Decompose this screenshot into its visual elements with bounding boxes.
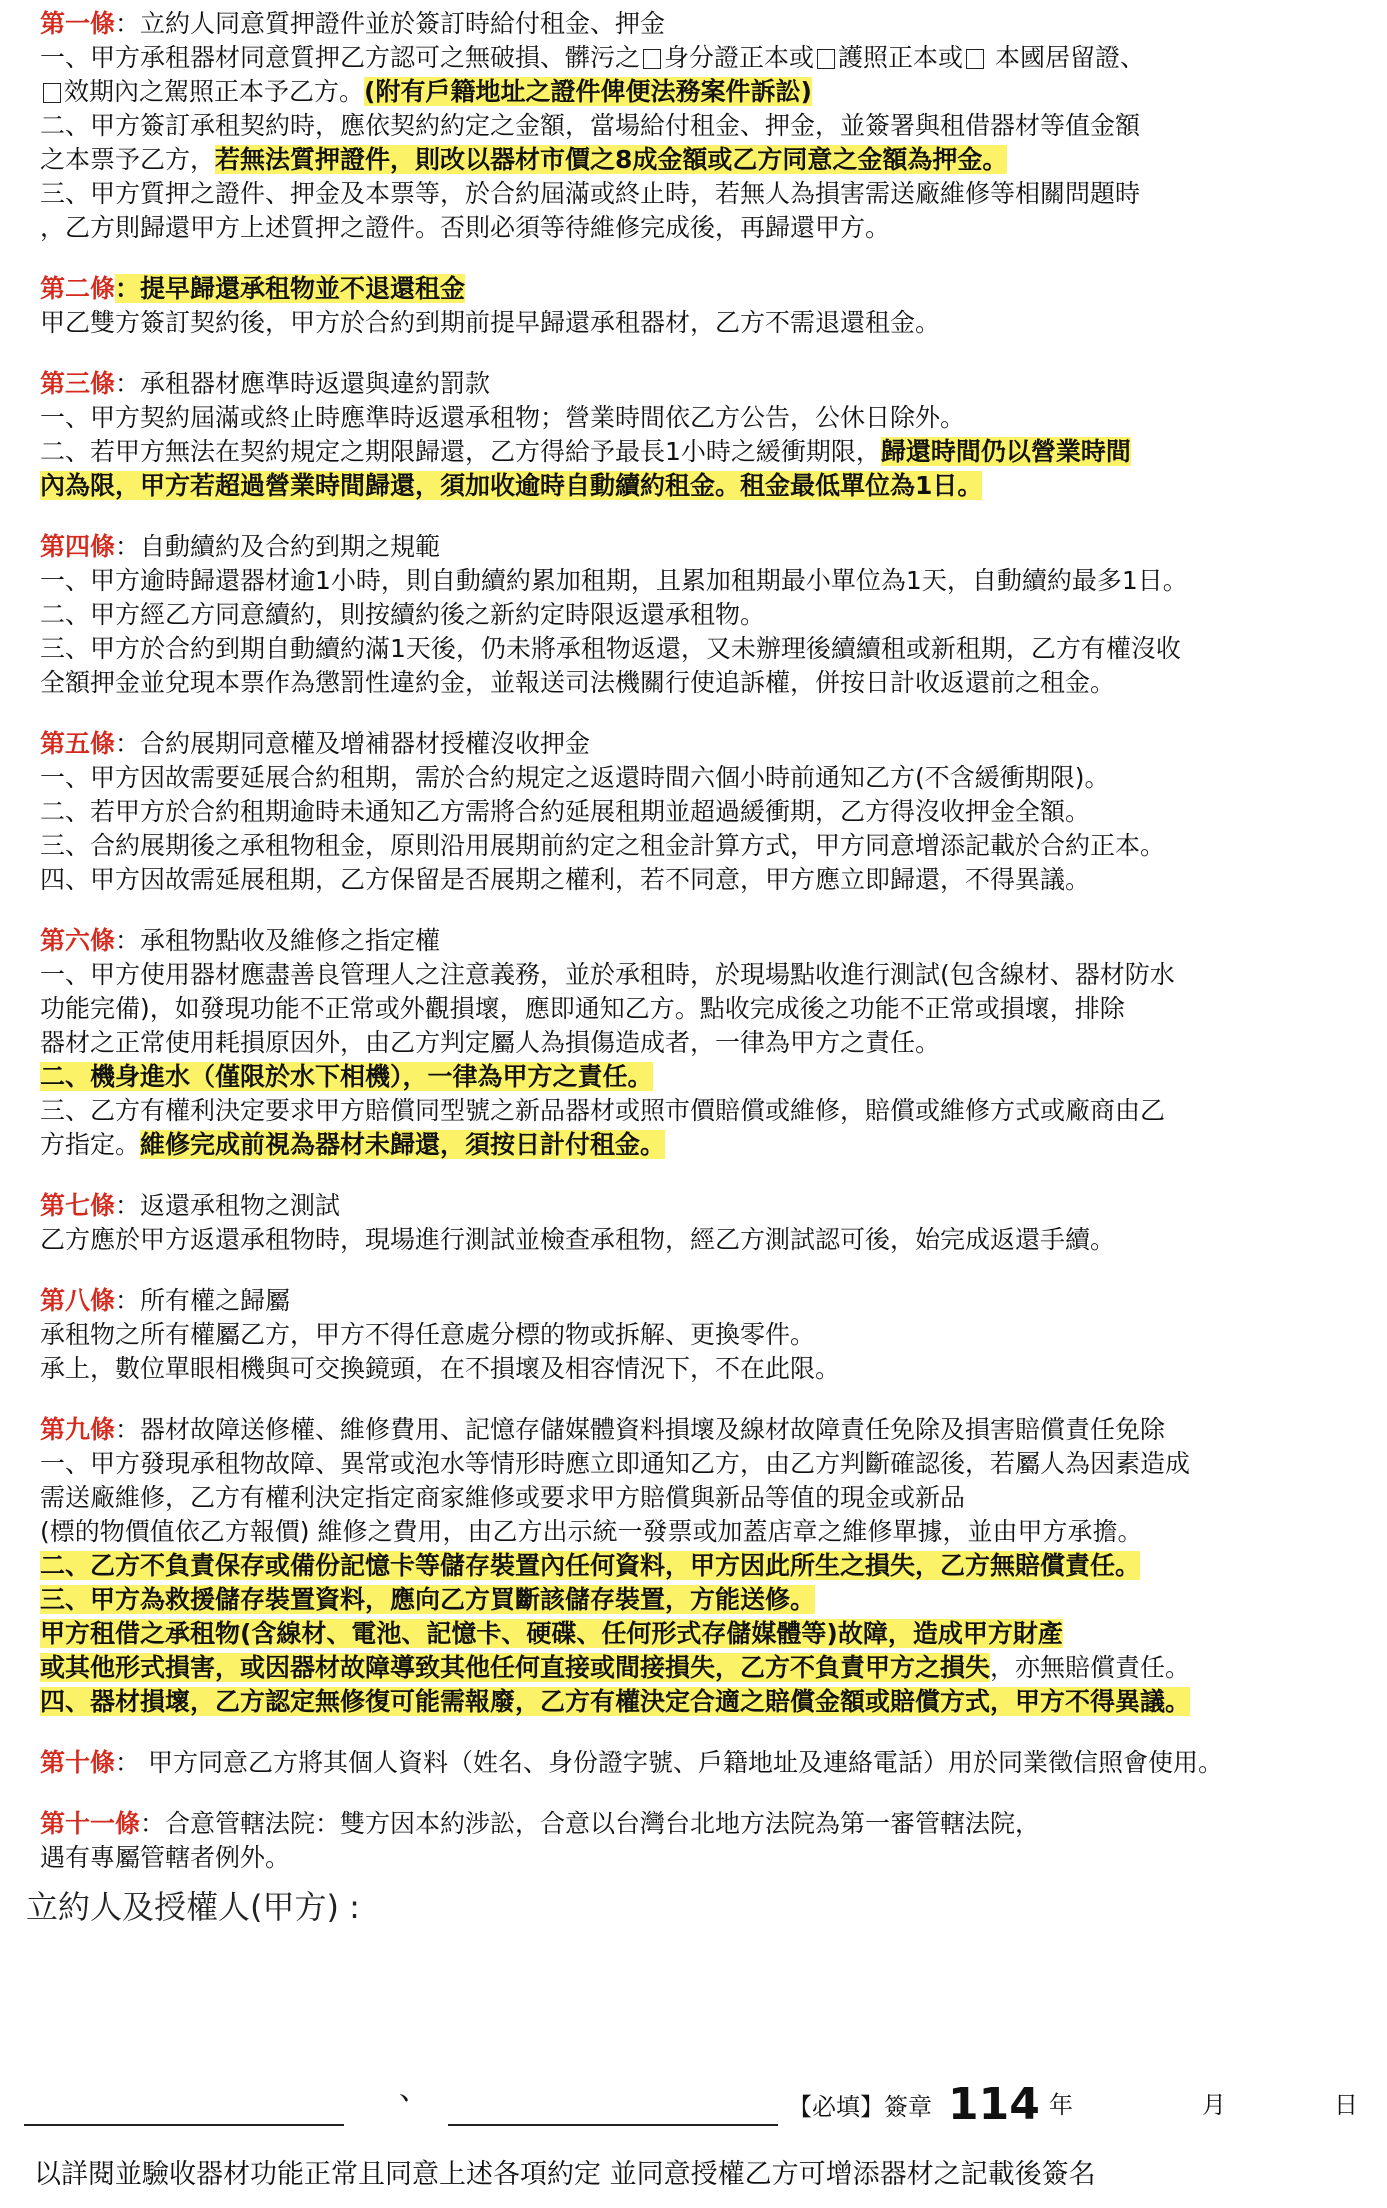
clause-line (40, 564, 1360, 598)
article-title: ：立約人同意質押證件並於簽訂時給付租金、押金 (115, 9, 666, 38)
clause-text: 三、合約展期後之承租物租金，原則沿用展期前約定之租金計算方式，甲方同意增添記載於合約正本。 (40, 831, 1166, 860)
clause-line (40, 75, 1360, 109)
signature-separator: 、 (399, 2072, 429, 2107)
article-1 (40, 6, 1360, 245)
article-6 (40, 923, 1360, 1162)
clause-line (40, 1094, 1360, 1128)
clause-line (40, 1026, 1360, 1060)
article-9 (40, 1412, 1360, 1719)
highlighted-text: 三、甲方為救援儲存裝置資料，應向乙方買斷該儲存裝置，方能送修。 (40, 1585, 816, 1614)
article-heading (40, 1188, 1360, 1223)
clause-line (40, 992, 1360, 1026)
clause-text: 乙方應於甲方返還承租物時，現場進行測試並檢查承租物，經乙方測試認可後，始完成返還手續。 (40, 1225, 1116, 1254)
article-title: ： 甲方同意乙方將其個人資料（姓名、身份證字號、戶籍地址及連絡電話）用於同業徵信照會使用。 (115, 1748, 1223, 1777)
signature-line-1[interactable] (24, 2124, 344, 2126)
clause-line (40, 211, 1360, 245)
clause-text: 甲乙雙方簽訂契約後，甲方於合約到期前提早歸還承租器材，乙方不需退還租金。 (40, 308, 941, 337)
article-7 (40, 1188, 1360, 1257)
highlighted-text: 甲方租借之承租物(含線材、電池、記憶卡、硬碟、任何形式存儲媒體等)故障，造成甲方財產 (40, 1619, 1063, 1648)
clause-line (40, 1447, 1360, 1481)
article-number: 第三條 (40, 369, 116, 398)
clause-line (40, 1617, 1360, 1651)
clause-line (40, 435, 1360, 469)
clause-line (40, 1583, 1360, 1617)
clause-text: 全額押金並兌現本票作為懲罰性違約金，並報送司法機關行使追訴權，併按日計收返還前之租金。 (40, 668, 1116, 697)
highlighted-text: 若無法質押證件，則改以器材市價之8成金額或乙方同意之金額為押金。 (215, 145, 1008, 174)
clause-text: ，亦無賠償責任。 (990, 1653, 1191, 1682)
article-3 (40, 366, 1360, 503)
clause-line (40, 1223, 1360, 1257)
highlighted-text: 二、機身進水（僅限於水下相機），一律為甲方之責任。 (40, 1062, 653, 1091)
clause-line (40, 401, 1360, 435)
article-heading (40, 923, 1360, 958)
clause-line (40, 1128, 1360, 1162)
required-signature-label: 【必填】簽章 (788, 2093, 932, 2121)
month-label: 月 (1202, 2091, 1226, 2119)
clause-text: 一、甲方承租器材同意質押乙方認可之無破損、髒污之 (40, 43, 641, 72)
signer-label: 立約人及授權人(甲方) : (26, 1888, 360, 1926)
clause-text: 器材之正常使用耗損原因外，由乙方判定屬人為損傷造成者，一律為甲方之責任。 (40, 1028, 941, 1057)
signature-line-2[interactable] (448, 2124, 778, 2126)
highlighted-text: 二、乙方不負責保存或備份記憶卡等儲存裝置內任何資料，甲方因此所生之損失，乙方無賠償責任。 (40, 1551, 1141, 1580)
clause-line (40, 761, 1360, 795)
clause-text: 一、甲方契約屆滿或終止時應準時返還承租物；營業時間依乙方公告，公休日除外。 (40, 403, 966, 432)
clause-text: 護照正本或 (838, 43, 964, 72)
article-heading (40, 1745, 1360, 1780)
clause-line (40, 795, 1360, 829)
article-10 (40, 1745, 1360, 1780)
clause-text: 二、若甲方於合約租期逾時未通知乙方需將合約延展租期並超過緩衝期，乙方得沒收押金全額。 (40, 797, 1091, 826)
highlighted-text: 維修完成前視為器材未歸還，須按日計付租金。 (140, 1130, 666, 1159)
article-8 (40, 1283, 1360, 1386)
article-4 (40, 529, 1360, 700)
article-number: 第十一條 (40, 1809, 141, 1838)
article-title: ：承租物點收及維修之指定權 (115, 926, 441, 955)
clause-line (40, 306, 1360, 340)
article-heading (40, 1283, 1360, 1318)
clause-text: 二、甲方經乙方同意續約，則按續約後之新約定時限返還承租物。 (40, 600, 766, 629)
year-label: 年 (1049, 2091, 1073, 2119)
article-number: 第五條 (40, 729, 116, 758)
clause-text: 之本票予乙方， (40, 145, 216, 174)
article-heading (40, 271, 1360, 306)
article-title: ：合約展期同意權及增補器材授權沒收押金 (115, 729, 591, 758)
highlighted-text: 四、器材損壞，乙方認定無修復可能需報廢，乙方有權決定合適之賠償金額或賠償方式，甲方不得異議。 (40, 1687, 1191, 1716)
article-heading (40, 1806, 1360, 1841)
clause-text: 三、甲方於合約到期自動續約滿1天後，仍未將承租物返還，又未辦理後續續租或新租期，乙方有權沒收 (40, 634, 1181, 663)
checkbox[interactable] (643, 49, 661, 69)
article-heading (40, 1412, 1360, 1447)
article-number: 第二條 (40, 274, 116, 303)
clause-line (40, 863, 1360, 897)
clause-line (40, 41, 1360, 75)
clause-text: (標的物價值依乙方報價) 維修之費用，由乙方出示統一發票或加蓋店章之維修單據，並由甲方承擔。 (40, 1517, 1143, 1546)
article-2 (40, 271, 1360, 340)
footer-statement: 以詳閱並驗收器材功能正常且同意上述各項約定 並同意授權乙方可增添器材之記載後簽名 (34, 2159, 1096, 2190)
clause-text: 三、甲方質押之證件、押金及本票等，於合約屆滿或終止時，若無人為損害需送廠維修等相關問題時 (40, 179, 1141, 208)
article-11 (40, 1806, 1360, 1875)
clause-text: 二、甲方簽訂承租契約時，應依契約約定之金額，當場給付租金、押金，並簽署與租借器材等值金額 (40, 111, 1141, 140)
article-title: ：所有權之歸屬 (115, 1286, 291, 1315)
clause-text: 二、若甲方無法在契約規定之期限歸還，乙方得給予最長1小時之緩衝期限， (40, 437, 881, 466)
clause-line (40, 1651, 1360, 1685)
highlighted-text: 歸還時間仍以營業時間 (880, 437, 1131, 466)
article-number: 第八條 (40, 1286, 116, 1315)
clause-text: 三、乙方有權利決定要求甲方賠償同型號之新品器材或照市價賠償或維修，賠償或維修方式或廠商由乙 (40, 1096, 1166, 1125)
clause-line (40, 958, 1360, 992)
clause-line (40, 109, 1360, 143)
day-label: 日 (1334, 2091, 1358, 2119)
article-number: 第十條 (40, 1748, 116, 1777)
article-number: 第七條 (40, 1191, 116, 1220)
clause-text: 效期內之駕照正本予乙方。 (64, 77, 365, 106)
article-title: ：器材故障送修權、維修費用、記憶存儲媒體資料損壞及線材故障責任免除及損害賠償責任免除 (115, 1415, 1166, 1444)
clause-text: 承上，數位單眼相機與可交換鏡頭，在不損壞及相容情況下，不在此限。 (40, 1354, 841, 1383)
clause-text: 遇有專屬管轄者例外。 (40, 1843, 291, 1872)
clause-text: 四、甲方因故需延展租期，乙方保留是否展期之權利，若不同意，甲方應立即歸還，不得異議。 (40, 865, 1091, 894)
clause-line (40, 143, 1360, 177)
article-number: 第四條 (40, 532, 116, 561)
article-5 (40, 726, 1360, 897)
article-title: ：返還承租物之測試 (115, 1191, 341, 1220)
highlighted-text: 或其他形式損害，或因器材故障導致其他任何直接或間接損失，乙方不負責甲方之損失 (40, 1653, 991, 1682)
clause-line (40, 1515, 1360, 1549)
contract-body (40, 6, 1360, 1901)
clause-line (40, 666, 1360, 700)
clause-text: 本國居留證、 (987, 43, 1145, 72)
clause-line (40, 1549, 1360, 1583)
clause-text: 一、甲方因故需要延展合約租期，需於合約規定之返還時間六個小時前通知乙方(不含緩衝期限)。 (40, 763, 1110, 792)
clause-line (40, 632, 1360, 666)
clause-line (40, 1318, 1360, 1352)
clause-text: ，乙方則歸還甲方上述質押之證件。否則必須等待維修完成後，再歸還甲方。 (40, 213, 891, 242)
clause-text: 功能完備)，如發現功能不正常或外觀損壞，應即通知乙方。點收完成後之功能不正常或損壞，排除 (40, 994, 1125, 1023)
clause-text: 需送廠維修，乙方有權利決定指定商家維修或要求甲方賠償與新品等值的現金或新品 (40, 1483, 966, 1512)
clause-line (40, 1841, 1360, 1875)
clause-line (40, 829, 1360, 863)
clause-text: 方指定。 (40, 1130, 141, 1159)
clause-text: 一、甲方發現承租物故障、異常或泡水等情形時應立即通知乙方，由乙方判斷確認後，若屬人為因素造成 (40, 1449, 1191, 1478)
year-value: 114 (948, 2079, 1040, 2130)
clause-text: 一、甲方使用器材應盡善良管理人之注意義務，並於承租時，於現場點收進行測試(包含線材、器材防水 (40, 960, 1175, 989)
article-heading (40, 726, 1360, 761)
article-heading (40, 6, 1360, 41)
clause-line (40, 1060, 1360, 1094)
highlighted-text: 內為限，甲方若超過營業時間歸還，須加收逾時自動續約租金。租金最低單位為1日。 (40, 471, 983, 500)
checkbox[interactable] (43, 83, 61, 103)
article-number: 第六條 (40, 926, 116, 955)
clause-line (40, 469, 1360, 503)
article-heading (40, 529, 1360, 564)
clause-text: 身分證正本或 (664, 43, 815, 72)
checkbox[interactable] (966, 49, 984, 69)
clause-line (40, 1352, 1360, 1386)
article-number: 第九條 (40, 1415, 116, 1444)
clause-line (40, 598, 1360, 632)
signature-row (24, 2072, 1364, 2130)
clause-text: 承租物之所有權屬乙方，甲方不得任意處分標的物或拆解、更換零件。 (40, 1320, 816, 1349)
checkbox[interactable] (817, 49, 835, 69)
article-heading (40, 366, 1360, 401)
article-title: ：承租器材應準時返還與違約罰款 (115, 369, 491, 398)
clause-line (40, 1685, 1360, 1719)
clause-line (40, 177, 1360, 211)
article-title: ：提早歸還承租物並不退還租金 (115, 274, 466, 303)
article-title: ：合意管轄法院：雙方因本約涉訟，合意以台灣台北地方法院為第一審管轄法院， (140, 1809, 1041, 1838)
clause-text: 一、甲方逾時歸還器材逾1小時，則自動續約累加租期，且累加租期最小單位為1天，自動續約最多1日。 (40, 566, 1188, 595)
clause-line (40, 1481, 1360, 1515)
highlighted-text: (附有戶籍地址之證件俾便法務案件訴訟) (364, 77, 812, 106)
article-number: 第一條 (40, 9, 116, 38)
article-title: ：自動續約及合約到期之規範 (115, 532, 441, 561)
